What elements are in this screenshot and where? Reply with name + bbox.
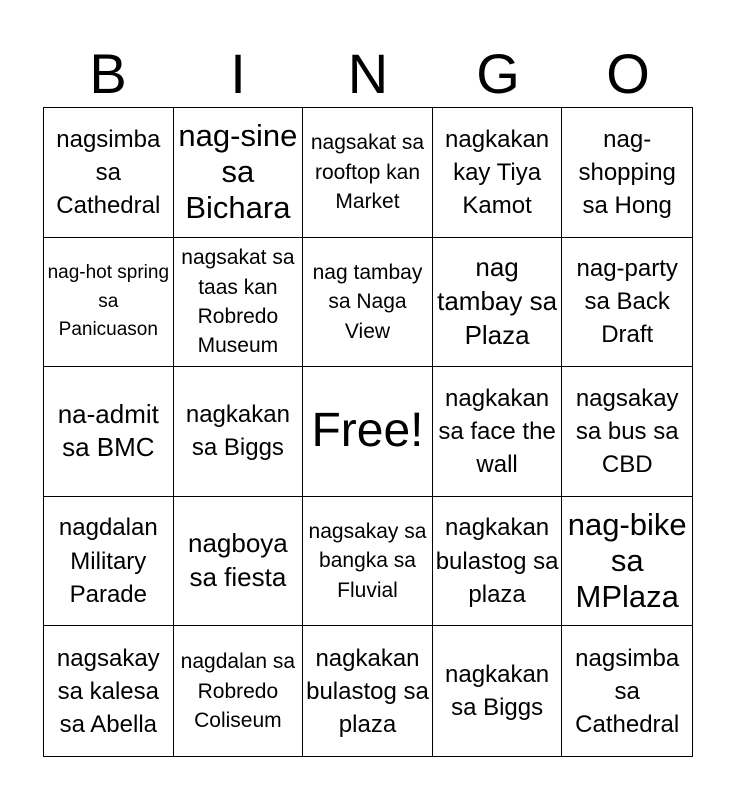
cell-text: na-admit sa BMC <box>57 398 159 463</box>
bingo-board <box>43 107 693 757</box>
cell-text: nagsakay sa bangka sa Fluvial <box>308 520 427 602</box>
bingo-cell[interactable] <box>174 238 304 368</box>
bingo-cell[interactable] <box>562 238 692 368</box>
bingo-cell[interactable] <box>44 497 174 627</box>
bingo-cell[interactable] <box>433 367 563 497</box>
bingo-header <box>43 40 693 108</box>
bingo-cell[interactable] <box>44 367 174 497</box>
bingo-cell[interactable] <box>562 626 692 756</box>
header-letter-n: N <box>347 42 389 105</box>
bingo-cell[interactable] <box>174 497 304 627</box>
cell-text: nagdalan sa Robredo Coliseum <box>180 650 296 732</box>
cell-text: nagkakan sa face the wall <box>438 384 556 479</box>
cell-text: nagdalan Military Parade <box>58 514 158 608</box>
cell-text: nagsakat sa taas kan Robredo Museum <box>181 246 295 358</box>
cell-text: nag-party sa Back Draft <box>576 255 678 349</box>
bingo-cell[interactable] <box>44 238 174 368</box>
cell-text: nagkakan sa Biggs <box>445 661 550 722</box>
bingo-cell[interactable] <box>303 626 433 756</box>
header-letter-i: I <box>230 42 246 105</box>
cell-text: nag-shopping sa Hong <box>578 125 676 219</box>
cell-text: nagsakay sa kalesa sa Abella <box>56 644 160 738</box>
free-space[interactable] <box>303 367 433 497</box>
cell-text: nag-hot spring sa Panicuason <box>47 262 170 341</box>
cell-text: nagsimba sa Cathedral <box>575 644 680 738</box>
bingo-cell[interactable] <box>174 626 304 756</box>
bingo-cell[interactable] <box>433 238 563 368</box>
bingo-cell[interactable] <box>44 108 174 238</box>
cell-text: nagkakan bulastog sa plaza <box>306 644 429 738</box>
cell-text: nagkakan kay Tiya Kamot <box>445 125 550 219</box>
cell-text: nagboya sa fiesta <box>188 528 288 593</box>
bingo-cell[interactable] <box>433 497 563 627</box>
bingo-cell[interactable] <box>303 108 433 238</box>
bingo-cell[interactable] <box>433 108 563 238</box>
bingo-cell[interactable] <box>174 367 304 497</box>
cell-text: nagsakat sa rooftop kan Market <box>310 131 425 213</box>
bingo-cell[interactable] <box>433 626 563 756</box>
cell-text: nag tambay sa Naga View <box>312 260 423 343</box>
cell-text: nagkakan sa Biggs <box>185 401 290 462</box>
bingo-cell[interactable] <box>303 238 433 368</box>
cell-text: nag-bike sa MPlaza <box>567 507 687 615</box>
bingo-cell[interactable] <box>562 497 692 627</box>
cell-text: nagsakay sa bus sa CBD <box>575 384 679 479</box>
cell-text: nagsimba sa Cathedral <box>56 125 161 219</box>
cell-text: nag tambay sa Plaza <box>437 252 558 350</box>
bingo-cell[interactable] <box>562 367 692 497</box>
header-letter-g: G <box>476 42 520 105</box>
header-letter-b: B <box>89 42 127 105</box>
bingo-cell[interactable] <box>303 497 433 627</box>
bingo-cell[interactable] <box>174 108 304 238</box>
free-space-text: Free! <box>311 404 424 458</box>
cell-text: nagkakan bulastog sa plaza <box>435 514 559 608</box>
cell-text: nag-sine sa Bichara <box>178 118 298 226</box>
bingo-cell[interactable] <box>44 626 174 756</box>
bingo-cell[interactable] <box>562 108 692 238</box>
header-letter-o: O <box>606 42 650 105</box>
